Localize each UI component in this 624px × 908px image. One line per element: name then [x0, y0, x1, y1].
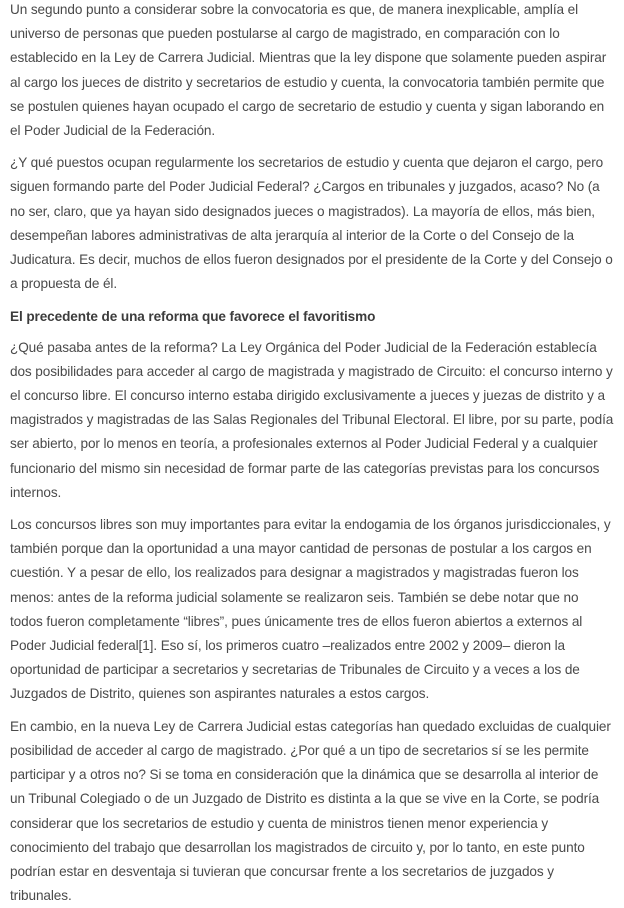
paragraph-text: . Eso sí, los primeros cuatro –realizados entre 2002 y 2009– dieron la oportunidad de participar a secretarios y secretarias de Tribunales de Circuito y a veces a los de Juzgados de Distrito, quienes son aspirantes naturales a estos cargos.: [10, 638, 580, 702]
section-heading: El precedente de una reforma que favorece el favoritismo: [10, 309, 376, 325]
paragraph-nueva-ley: En cambio, en la nueva Ley de Carrera Judicial estas categorías han quedado excluidas de cualquier posibilidad de acceder al cargo de magistrado. ¿Por qué a un tipo de secretarios sí se les permite participar y a otros no? Si se toma en consideración que la dinámica que se desarrolla al interior de un Tribunal Colegiado o de un Juzgado de Distrito es distinta a la que se vive en la Corte, se podría considerar que los secretarios de estudio y cuenta de ministros tienen menor experiencia y conocimiento del trabajo que desarrollan los magistrados de circuito y, por lo tanto, en este punto podrían estar en desventaja si tuvieran que concursar frente a los secretarios de juzgados y tribunales.: [10, 718, 611, 904]
paragraph-text: Los concursos libres son muy importantes para evitar la endogamia de los órganos jurisdiccionales, y también porque dan la oportunidad a una mayor cantidad de personas de postular a los cargos en cuestión. Y a pesar de ello, los realizados para designar a magistrados y magistradas fueron los menos: antes de la reforma judicial solamente se realizaron seis. También se debe notar que no todos fueron completamente “libres”, pues únicamente tres de ellos fueron abiertos a externos al Poder Judicial federal: [10, 517, 611, 654]
paragraph-antes-reforma: ¿Qué pasaba antes de la reforma? La Ley Orgánica del Poder Judicial de la Federación establecía dos posibilidades para acceder al cargo de magistrada y magistrado de Circuito: el concurso interno y el concurso libre. El concurso interno estaba dirigido exclusivamente a jueces y juezas de distrito y a magistrados y magistradas de las Salas Regionales del Tribunal Electoral. El libre, por su parte, podía ser abierto, por lo menos en teoría, a profesionales externos al Poder Judicial Federal y a cualquier funcionario del mismo sin necesidad de formar parte de las categorías previstas para los concursos internos.: [10, 339, 614, 500]
paragraph-concursos-libres: [10, 513, 614, 707]
paragraph-convocatoria: Un segundo punto a considerar sobre la convocatoria es que, de manera inexplicable, amplía el universo de personas que pueden postularse al cargo de magistrado, en comparación con lo establecido en la Ley de Carrera Judicial. Mientras que la ley dispone que solamente pueden aspirar al cargo los jueces de distrito y secretarios de estudio y cuenta, la convocatoria también permite que se postulen quienes hayan ocupado el cargo de secretario de estudio y cuenta y sigan laborando en el Poder Judicial de la Federación.: [10, 2, 607, 139]
footnote-link[interactable]: [1]: [138, 638, 154, 654]
paragraph-secretarios: ¿Y qué puestos ocupan regularmente los secretarios de estudio y cuenta que dejaron el cargo, pero siguen formando parte del Poder Judicial Federal? ¿Cargos en tribunales y juzgados, acaso? No (a no ser, claro, que ya hayan sido designados jueces o magistrados). La mayoría de ellos, más bien, desempeñan labores administrativas de alta jerarquía al interior de la Corte o del Consejo de la Judicatura. Es decir, muchos de ellos fueron designados por el presidente de la Corte y del Consejo o a propuesta de él.: [10, 155, 613, 292]
